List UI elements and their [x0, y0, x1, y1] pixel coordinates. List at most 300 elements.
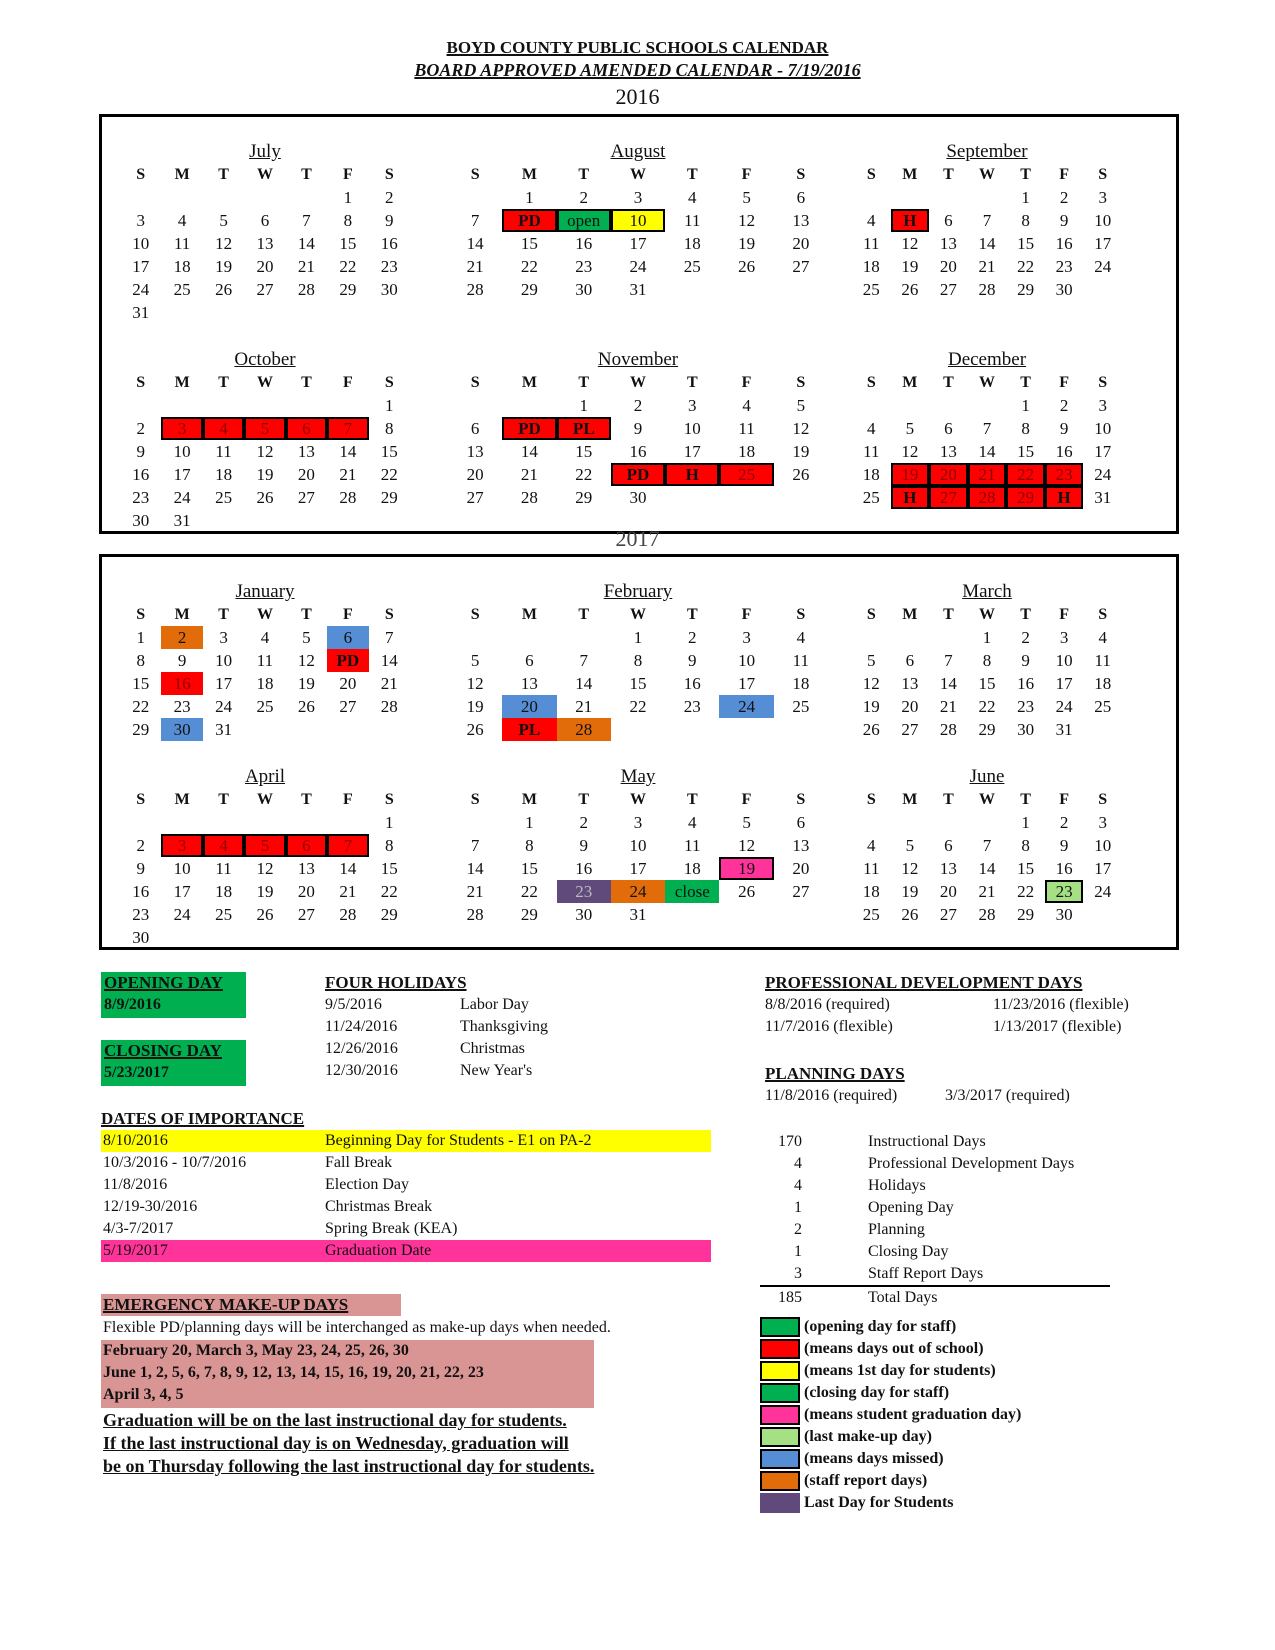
empty-cell — [891, 186, 930, 209]
day-cell: 21 — [978, 257, 996, 276]
empty-cell — [852, 811, 891, 834]
day-cell: 16 — [1017, 674, 1035, 693]
document-title — [0, 38, 1275, 58]
importance-row — [101, 1130, 711, 1152]
pd-day: 8/8/2016 (required) — [765, 996, 890, 1013]
day-cell: 28 — [339, 905, 357, 924]
dates-importance-title: DATES OF IMPORTANCE — [101, 1109, 305, 1128]
day-cell: 7 — [982, 211, 992, 230]
day-cell: 2 — [136, 419, 145, 438]
day-cell: 27 — [939, 280, 957, 299]
day-cell: 14 — [466, 234, 484, 253]
weekday-header: S — [796, 791, 806, 808]
weekday-header: T — [301, 374, 312, 391]
emergency-note: Flexible PD/planning days will be interchanged as make-up days when needed. — [103, 1319, 611, 1336]
day-cell: 20 — [339, 674, 357, 693]
empty-cell — [891, 394, 930, 417]
month-june — [852, 765, 1122, 926]
day-cell: 26 — [256, 488, 274, 507]
day-cell: H — [891, 486, 930, 509]
planning-day: 11/8/2016 (required) — [765, 1087, 898, 1104]
legend-label: (closing day for staff) — [804, 1384, 950, 1401]
total-item-count: 170 — [778, 1133, 802, 1150]
day-cell: 28 — [968, 486, 1007, 509]
day-cell: 17 — [1094, 234, 1112, 253]
weekday-header: W — [629, 606, 646, 623]
day-cell: 27 — [792, 257, 810, 276]
month-name-text: February — [603, 581, 673, 602]
dates-importance-list — [101, 1130, 711, 1262]
legend-label: (means days missed) — [804, 1450, 944, 1467]
day-cell: 29 — [978, 720, 996, 739]
day-cell: 12 — [215, 234, 233, 253]
weekday-header: S — [796, 374, 806, 391]
day-cell: 11 — [684, 211, 701, 230]
month-name — [120, 765, 410, 788]
month-february — [448, 580, 828, 741]
day-cell: 1 — [136, 628, 145, 647]
day-cell: 5 — [905, 419, 915, 438]
holiday-name: Thanksgiving — [460, 1018, 548, 1035]
day-cell: 29 — [132, 720, 150, 739]
day-cell: 28 — [557, 718, 611, 741]
weekday-header: T — [578, 606, 590, 623]
empty-cell — [161, 394, 202, 417]
day-cell: 19 — [792, 442, 810, 461]
day-cell: 9 — [385, 211, 394, 230]
day-cell: 16 — [629, 442, 647, 461]
day-cell: 15 — [339, 234, 357, 253]
day-cell: 16 — [132, 882, 150, 901]
day-cell: 12 — [256, 859, 274, 878]
day-cell: 14 — [339, 442, 357, 461]
day-cell: 7 — [982, 419, 992, 438]
day-cell: 31 — [132, 303, 150, 322]
total-item-label: Instructional Days — [868, 1133, 986, 1150]
total-item-row — [760, 1131, 1110, 1153]
day-cell: 8 — [1021, 836, 1030, 855]
importance-row — [101, 1152, 711, 1174]
day-cell: 13 — [466, 442, 484, 461]
day-cell: 7 — [944, 651, 953, 670]
day-cell: 15 — [1017, 234, 1035, 253]
legend-swatch — [760, 1383, 800, 1403]
day-cell: 13 — [520, 674, 538, 693]
day-cell: 30 — [161, 718, 202, 741]
weekday-header: T — [301, 166, 312, 183]
holidays-title: FOUR HOLIDAYS — [325, 973, 467, 992]
day-cell: 31 — [173, 511, 191, 530]
month-name — [120, 580, 410, 603]
graduation-notes — [103, 1409, 594, 1478]
day-cell: 22 — [520, 882, 538, 901]
month-name-text: September — [946, 141, 1028, 162]
month-name-text: July — [249, 141, 281, 162]
day-cell: 14 — [466, 859, 484, 878]
day-cell: 1 — [1021, 813, 1030, 832]
day-cell: 14 — [939, 674, 957, 693]
total-item-label: Closing Day — [868, 1243, 949, 1260]
empty-cell — [120, 394, 161, 417]
day-cell: 20 — [792, 859, 810, 878]
legend-item — [760, 1492, 1021, 1514]
day-cell: 2 — [161, 626, 202, 649]
total-item-label: Holidays — [868, 1177, 926, 1194]
empty-cell — [929, 394, 968, 417]
month-april — [120, 765, 410, 949]
weekday-header: T — [686, 791, 698, 808]
day-cell: 21 — [466, 882, 484, 901]
day-cell: 30 — [1055, 280, 1073, 299]
weekday-header: S — [470, 791, 480, 808]
weekday-header: T — [578, 166, 590, 183]
opening-day-date: 8/9/2016 — [104, 996, 161, 1013]
day-cell: 2 — [579, 188, 588, 207]
day-cell: 27 — [256, 280, 274, 299]
day-cell: 13 — [792, 211, 810, 230]
day-cell: 25 — [215, 905, 233, 924]
weekday-header: T — [301, 791, 312, 808]
day-cell: 22 — [1017, 257, 1035, 276]
weekday-header: T — [578, 374, 590, 391]
day-cell: 17 — [683, 442, 701, 461]
day-cell: 23 — [575, 257, 593, 276]
day-cell: PL — [502, 718, 556, 741]
empty-cell — [852, 394, 891, 417]
closing-day-label: CLOSING DAY — [104, 1041, 222, 1060]
day-cell: 10 — [1094, 211, 1112, 230]
day-cell: 27 — [901, 720, 919, 739]
weekday-header: W — [629, 166, 646, 183]
day-cell: 5 — [867, 651, 876, 670]
total-item-count: 1 — [794, 1199, 802, 1216]
day-cell: 11 — [173, 234, 191, 253]
day-cell: 23 — [1055, 257, 1073, 276]
emergency-line: April 3, 4, 5 — [103, 1386, 184, 1403]
day-cell: 31 — [215, 720, 233, 739]
day-cell: 19 — [719, 857, 773, 880]
day-cell: 6 — [286, 417, 327, 440]
weekday-header: F — [741, 791, 752, 808]
day-cell: 11 — [863, 859, 880, 878]
day-cell: 3 — [136, 211, 145, 230]
total-item-count: 4 — [794, 1177, 802, 1194]
weekday-header: S — [470, 374, 480, 391]
day-cell: 6 — [944, 836, 953, 855]
day-cell: 1 — [1021, 396, 1030, 415]
month-december — [852, 348, 1122, 509]
weekday-header: F — [741, 166, 752, 183]
day-cell: 4 — [867, 836, 876, 855]
day-cell: 3 — [633, 188, 643, 207]
day-cell: 22 — [1017, 882, 1035, 901]
dates-importance-section — [101, 1108, 711, 1262]
day-cell: 11 — [738, 419, 755, 438]
day-cell: 25 — [862, 905, 880, 924]
day-cell: 24 — [132, 280, 150, 299]
empty-cell — [448, 394, 502, 417]
weekday-header: F — [342, 166, 353, 183]
weekday-header: W — [256, 166, 273, 183]
month-august — [448, 140, 828, 301]
day-cell: 30 — [380, 280, 398, 299]
day-cell: 10 — [611, 209, 665, 232]
total-item-row — [760, 1197, 1110, 1219]
day-cell: 19 — [901, 257, 919, 276]
day-cell: 31 — [1055, 720, 1073, 739]
total-item-label: Opening Day — [868, 1199, 954, 1216]
weekday-header: T — [1020, 374, 1031, 391]
weekday-header: F — [741, 374, 752, 391]
day-cell: 15 — [629, 674, 647, 693]
day-cell: 20 — [939, 257, 957, 276]
day-cell: 4 — [203, 834, 244, 857]
day-cell: 28 — [978, 280, 996, 299]
day-cell: 7 — [327, 834, 368, 857]
total-item-row — [760, 1219, 1110, 1241]
weekday-header: W — [256, 374, 273, 391]
day-cell: 5 — [302, 628, 311, 647]
holiday-date: 12/30/2016 — [325, 1062, 398, 1079]
day-cell: 19 — [297, 674, 315, 693]
day-cell: 18 — [215, 465, 233, 484]
weekday-header: F — [342, 606, 353, 623]
legend-item — [760, 1470, 1021, 1492]
day-cell: 15 — [132, 674, 150, 693]
day-cell: 28 — [297, 280, 315, 299]
empty-cell — [203, 186, 244, 209]
legend-swatch — [760, 1493, 800, 1513]
day-cell: 1 — [343, 188, 353, 207]
empty-cell — [327, 811, 368, 834]
empty-cell — [161, 811, 202, 834]
day-cell: 17 — [173, 882, 191, 901]
weekday-header: T — [943, 166, 954, 183]
importance-date: 10/3/2016 - 10/7/2016 — [103, 1154, 247, 1171]
importance-desc: Graduation Date — [325, 1242, 432, 1259]
day-cell: 17 — [629, 234, 647, 253]
graduation-note: If the last instructional day is on Wednesday, graduation will — [103, 1433, 569, 1453]
day-cell: 2 — [1021, 628, 1030, 647]
total-item-count: 1 — [794, 1243, 802, 1260]
holiday-name: New Year's — [460, 1062, 533, 1079]
day-cell: 3 — [1098, 188, 1107, 207]
pd-days-section — [765, 972, 1165, 1038]
weekday-header: M — [902, 606, 918, 623]
day-cell: 8 — [136, 651, 145, 670]
day-cell: 18 — [683, 859, 701, 878]
day-cell: 21 — [380, 674, 398, 693]
day-cell: 14 — [520, 442, 538, 461]
weekday-header: F — [741, 606, 752, 623]
day-cell: 2 — [1059, 188, 1069, 207]
day-cell: 17 — [1094, 442, 1112, 461]
day-cell: 4 — [1098, 628, 1107, 647]
day-cell: 10 — [683, 419, 701, 438]
month-may — [448, 765, 828, 926]
day-cell: 21 — [968, 463, 1007, 486]
day-cell: 12 — [297, 651, 315, 670]
day-cell: 13 — [297, 442, 315, 461]
weekday-header: S — [470, 606, 480, 623]
weekday-header: S — [1098, 606, 1108, 623]
empty-cell — [929, 186, 968, 209]
totals-list — [760, 1131, 1110, 1285]
day-cell: 22 — [978, 697, 996, 716]
day-cell: 6 — [944, 211, 953, 230]
day-cell: 25 — [792, 697, 810, 716]
empty-cell — [968, 394, 1007, 417]
day-cell: 28 — [466, 280, 484, 299]
day-cell: 3 — [742, 628, 751, 647]
importance-date: 5/19/2017 — [103, 1242, 168, 1259]
month-name — [448, 765, 828, 788]
legend-label: (opening day for staff) — [804, 1318, 957, 1335]
weekday-header: S — [1098, 166, 1108, 183]
day-cell: 30 — [575, 905, 593, 924]
weekday-header: T — [578, 791, 590, 808]
month-name — [852, 140, 1122, 163]
title-text: BOYD COUNTY PUBLIC SCHOOLS CALENDAR — [446, 38, 829, 57]
holiday-row — [325, 1016, 625, 1038]
empty-cell — [327, 394, 368, 417]
day-cell: 5 — [742, 813, 751, 832]
legend-label: (means days out of school) — [804, 1340, 984, 1357]
weekday-header: T — [686, 374, 698, 391]
total-item-label: Planning — [868, 1221, 925, 1238]
day-cell: 28 — [978, 905, 996, 924]
graduation-note: be on Thursday following the last instructional day for students. — [103, 1456, 595, 1476]
day-cell: 29 — [1017, 280, 1035, 299]
day-cell: 10 — [1094, 419, 1112, 438]
holidays-section — [325, 972, 625, 1082]
day-cell: 22 — [520, 257, 538, 276]
day-cell: 29 — [1017, 905, 1035, 924]
empty-cell — [203, 394, 244, 417]
day-cell: 26 — [738, 882, 756, 901]
day-cell: 30 — [1017, 720, 1035, 739]
empty-cell — [120, 811, 161, 834]
day-cell: 16 — [1055, 234, 1073, 253]
empty-cell — [286, 186, 327, 209]
weekday-header: T — [943, 374, 954, 391]
legend-label: (staff report days) — [804, 1472, 928, 1489]
day-cell: 24 — [173, 488, 191, 507]
empty-cell — [120, 186, 161, 209]
pd-day: 11/7/2016 (flexible) — [765, 1018, 893, 1035]
weekday-header: M — [902, 791, 918, 808]
weekday-header: W — [978, 791, 995, 808]
day-cell: 22 — [339, 257, 357, 276]
weekday-header: W — [978, 166, 995, 183]
day-cell: 3 — [219, 628, 228, 647]
day-cell: 29 — [380, 905, 398, 924]
legend-item — [760, 1448, 1021, 1470]
day-cell: 26 — [792, 465, 810, 484]
day-cell: 24 — [1094, 882, 1112, 901]
legend-label: (means 1st day for students) — [804, 1362, 996, 1379]
day-cell: 6 — [944, 419, 953, 438]
legend-item — [760, 1382, 1021, 1404]
day-cell: open — [557, 209, 611, 232]
empty-cell — [968, 811, 1007, 834]
day-cell: 13 — [297, 859, 315, 878]
total-item-count: 3 — [794, 1265, 802, 1282]
day-cell: 7 — [579, 651, 588, 670]
total-item-count: 2 — [794, 1221, 802, 1238]
month-name — [448, 140, 828, 163]
day-cell: 31 — [629, 905, 647, 924]
weekday-header: F — [342, 791, 353, 808]
day-cell: 12 — [738, 211, 756, 230]
legend-item — [760, 1404, 1021, 1426]
day-cell: 17 — [1094, 859, 1112, 878]
month-name-text: March — [962, 581, 1012, 602]
month-name-text: August — [610, 141, 666, 162]
day-cell: 12 — [738, 836, 756, 855]
empty-cell — [557, 626, 611, 649]
importance-date: 8/10/2016 — [103, 1132, 168, 1149]
day-cell: 17 — [215, 674, 233, 693]
day-cell: 24 — [629, 257, 647, 276]
importance-row — [101, 1196, 711, 1218]
day-cell: 14 — [978, 442, 996, 461]
day-cell: 11 — [1094, 651, 1111, 670]
day-cell: 15 — [1017, 859, 1035, 878]
importance-row — [101, 1240, 711, 1262]
day-cell: 5 — [244, 417, 285, 440]
day-cell: 9 — [633, 419, 643, 438]
day-cell: 4 — [260, 628, 270, 647]
day-cell: 24 — [611, 880, 665, 903]
opening-day-box — [101, 972, 246, 1018]
total-item-row — [760, 1241, 1110, 1263]
day-cell: 14 — [978, 859, 996, 878]
day-cell: 29 — [520, 905, 538, 924]
day-cell: 12 — [256, 442, 274, 461]
legend-item — [760, 1316, 1021, 1338]
day-cell: 15 — [1017, 442, 1035, 461]
day-cell: 2 — [385, 188, 394, 207]
pd-day: 1/13/2017 (flexible) — [993, 1018, 1122, 1035]
day-cell: 1 — [525, 188, 534, 207]
day-cell: 12 — [466, 674, 484, 693]
day-cell: 11 — [215, 859, 232, 878]
total-item-row — [760, 1263, 1110, 1285]
day-cell: 15 — [380, 442, 398, 461]
empty-cell — [161, 186, 202, 209]
empty-cell — [968, 186, 1007, 209]
day-cell: H — [1045, 486, 1084, 509]
day-cell: 6 — [796, 188, 806, 207]
weekday-header: T — [218, 374, 229, 391]
weekday-header: S — [796, 166, 806, 183]
day-cell: 23 — [683, 697, 701, 716]
weekday-header: T — [686, 166, 698, 183]
month-name — [852, 580, 1122, 603]
day-cell: 11 — [256, 651, 274, 670]
day-cell: 6 — [525, 651, 534, 670]
day-cell: 13 — [939, 859, 957, 878]
day-cell: 2 — [688, 628, 697, 647]
day-cell: 17 — [173, 465, 191, 484]
day-cell: 17 — [1055, 674, 1073, 693]
month-name — [852, 765, 1122, 788]
holidays-list — [325, 994, 625, 1082]
day-cell: 8 — [633, 651, 643, 670]
day-cell: 26 — [901, 905, 919, 924]
emergency-dates-box — [101, 1340, 594, 1408]
